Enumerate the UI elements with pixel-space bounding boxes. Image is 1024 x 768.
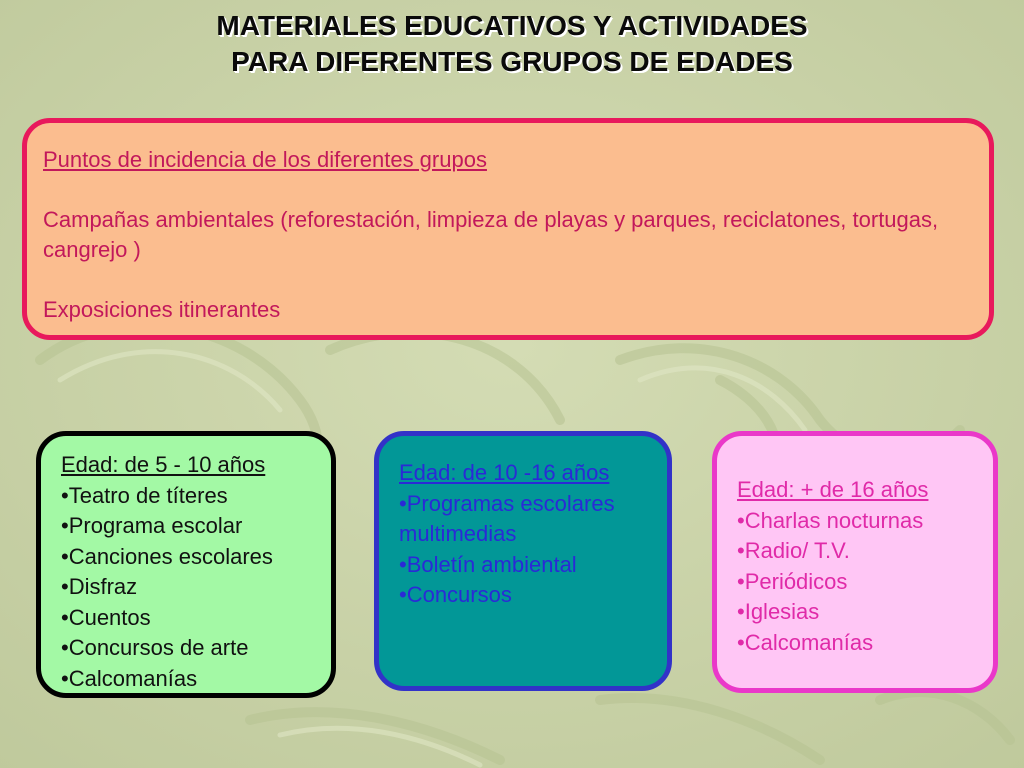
list-item: •Charlas nocturnas — [737, 507, 924, 533]
age-group-5-10-box — [36, 431, 336, 698]
list-item: •Concursos — [399, 582, 512, 607]
list-item: •Periódicos — [737, 568, 848, 594]
list-item: •Canciones escolares — [61, 543, 273, 569]
list-item: •Cuentos — [61, 604, 151, 630]
list-item: •Radio/ T.V. — [737, 538, 850, 563]
list-item: •Calcomanías — [61, 665, 198, 691]
age-group-heading: Edad: de 5 - 10 años — [61, 452, 266, 477]
list-item: •Programa escolar — [61, 513, 243, 538]
age-group-16-plus-box — [712, 431, 998, 693]
environmental-campaigns-text: Campañas ambientales (reforestación, limpieza de playas y parques, reciclatones, tortugas, cangrejo ) — [43, 207, 939, 262]
list-item: •Concursos de arte — [61, 635, 249, 660]
age-group-heading: Edad: + de 16 años — [737, 477, 929, 502]
list-item: •Teatro de títeres — [61, 482, 228, 508]
list-item: •Iglesias — [737, 599, 820, 624]
list-item: •Boletín ambiental — [399, 551, 577, 577]
focus-points-heading: Puntos de incidencia de los diferentes grupos — [43, 147, 487, 172]
list-item: •Programas escolares multimedias — [399, 490, 615, 546]
list-item: •Disfraz — [61, 574, 138, 599]
list-item: •Calcomanías — [737, 629, 874, 655]
page-title — [0, 8, 1024, 80]
title-line-2: PARA DIFERENTES GRUPOS DE EDADES — [231, 46, 793, 77]
age-group-heading: Edad: de 10 -16 años — [399, 460, 610, 485]
traveling-exhibitions-text: Exposiciones itinerantes — [43, 297, 281, 322]
age-group-10-16-box — [374, 431, 672, 691]
focus-points-box — [22, 118, 994, 340]
title-line-1: MATERIALES EDUCATIVOS Y ACTIVIDADES — [216, 10, 808, 41]
